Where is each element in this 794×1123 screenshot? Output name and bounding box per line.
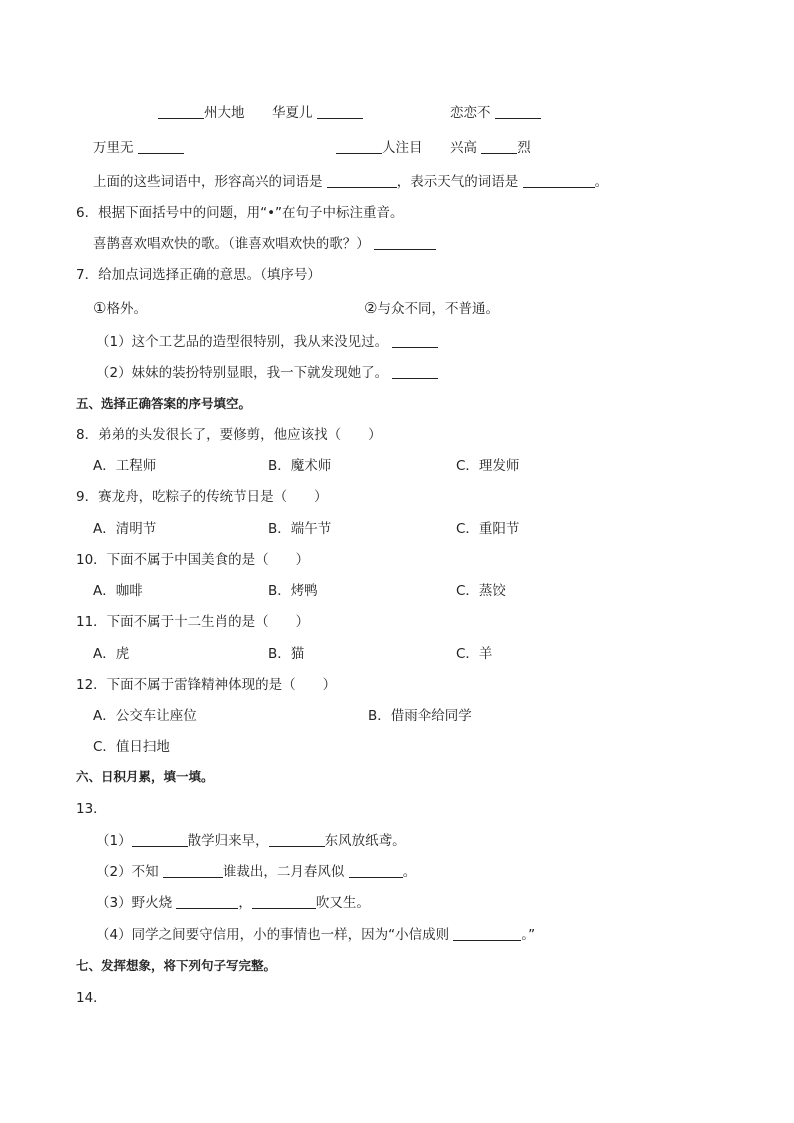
q12-option-b[interactable]: B．借雨伞给同学 <box>368 708 472 724</box>
q13-line-1: （1） 散学归来早， 东风放纸鸢。 <box>96 833 406 849</box>
blank[interactable] <box>392 333 438 348</box>
q14-number: 14． <box>76 990 107 1006</box>
q9-option-a[interactable]: A．清明节 <box>93 521 157 537</box>
blank[interactable] <box>374 235 436 250</box>
blank[interactable] <box>269 832 325 847</box>
word-fill-4: 万里无 <box>93 138 184 158</box>
blank[interactable] <box>481 139 517 154</box>
q13-line-3: （3）野火烧 ， 吹又生。 <box>96 895 370 911</box>
blank[interactable] <box>327 173 397 188</box>
q10-option-b[interactable]: B．烤鸭 <box>268 583 318 599</box>
word-fill-3: 恋恋不 <box>450 103 541 123</box>
q13-line-2: （2）不知 谁裁出，二月春风似 。 <box>96 864 417 880</box>
q12-title: 12．下面不属于雷锋精神体现的是（ ） <box>76 677 337 693</box>
blank[interactable] <box>349 863 403 878</box>
blank[interactable] <box>336 139 382 154</box>
q8-title: 8．弟弟的头发很长了，要修剪，他应该找（ ） <box>76 427 382 443</box>
section-5-heading: 五、选择正确答案的序号填空。 <box>76 396 252 411</box>
q10-title: 10．下面不属于中国美食的是（ ） <box>76 552 310 568</box>
blank[interactable] <box>523 173 595 188</box>
word-fill-1: 州大地 <box>158 103 245 123</box>
blank[interactable] <box>317 104 363 119</box>
q7-option-1: ①格外。 <box>93 299 147 317</box>
q11-option-c[interactable]: C．羊 <box>456 646 493 662</box>
q10-option-c[interactable]: C．蒸饺 <box>456 583 506 599</box>
word-fill-2: 华夏儿 <box>272 103 363 123</box>
q11-option-a[interactable]: A．虎 <box>93 646 130 662</box>
q9-option-b[interactable]: B．端午节 <box>268 521 332 537</box>
blank[interactable] <box>252 894 316 909</box>
q8-option-a[interactable]: A．工程师 <box>93 458 157 474</box>
blank[interactable] <box>495 104 541 119</box>
q9-title: 9．赛龙舟，吃粽子的传统节日是（ ） <box>76 489 328 505</box>
word-fill-6: 兴高 烈 <box>450 140 531 156</box>
word-fill-5: 人注目 <box>336 138 423 158</box>
q7-option-2: ②与众不同，不普通。 <box>364 299 499 317</box>
q7-sentence-2: （2）妹妹的装扮特别显眼，我一下就发现她了。 <box>96 363 438 383</box>
q5-summary: 上面的这些词语中，形容高兴的词语是 ，表示天气的词语是 。 <box>93 174 609 190</box>
q13-number: 13． <box>76 801 107 817</box>
q13-line-4: （4）同学之间要守信用，小的事情也一样，因为“小信成则 。” <box>96 927 536 943</box>
q8-option-b[interactable]: B．魔术师 <box>268 458 332 474</box>
q7-title: 7．给加点词选择正确的意思。（填序号） <box>76 267 321 283</box>
q8-option-c[interactable]: C．理发师 <box>456 458 520 474</box>
q12-option-c[interactable]: C．值日扫地 <box>93 739 170 755</box>
blank[interactable] <box>132 832 188 847</box>
q6-sentence: 喜鹊喜欢唱欢快的歌。（谁喜欢唱欢快的歌？） <box>93 234 436 254</box>
blank[interactable] <box>176 894 238 909</box>
blank[interactable] <box>392 364 438 379</box>
blank[interactable] <box>163 863 223 878</box>
q12-option-a[interactable]: A．公交车让座位 <box>93 708 197 724</box>
q11-option-b[interactable]: B．猫 <box>268 646 305 662</box>
q6-title: 6．根据下面括号中的问题，用“•”在句子中标注重音。 <box>76 205 404 221</box>
q11-title: 11．下面不属于十二生肖的是（ ） <box>76 614 310 630</box>
q7-sentence-1: （1）这个工艺品的造型很特别，我从来没见过。 <box>96 332 438 352</box>
q10-option-a[interactable]: A．咖啡 <box>93 583 143 599</box>
section-6-heading: 六、日积月累，填一填。 <box>76 769 214 784</box>
blank[interactable] <box>158 104 204 119</box>
section-7-heading: 七、发挥想象，将下列句子写完整。 <box>76 958 277 973</box>
blank[interactable] <box>138 139 184 154</box>
q9-option-c[interactable]: C．重阳节 <box>456 521 520 537</box>
blank[interactable] <box>453 926 521 941</box>
